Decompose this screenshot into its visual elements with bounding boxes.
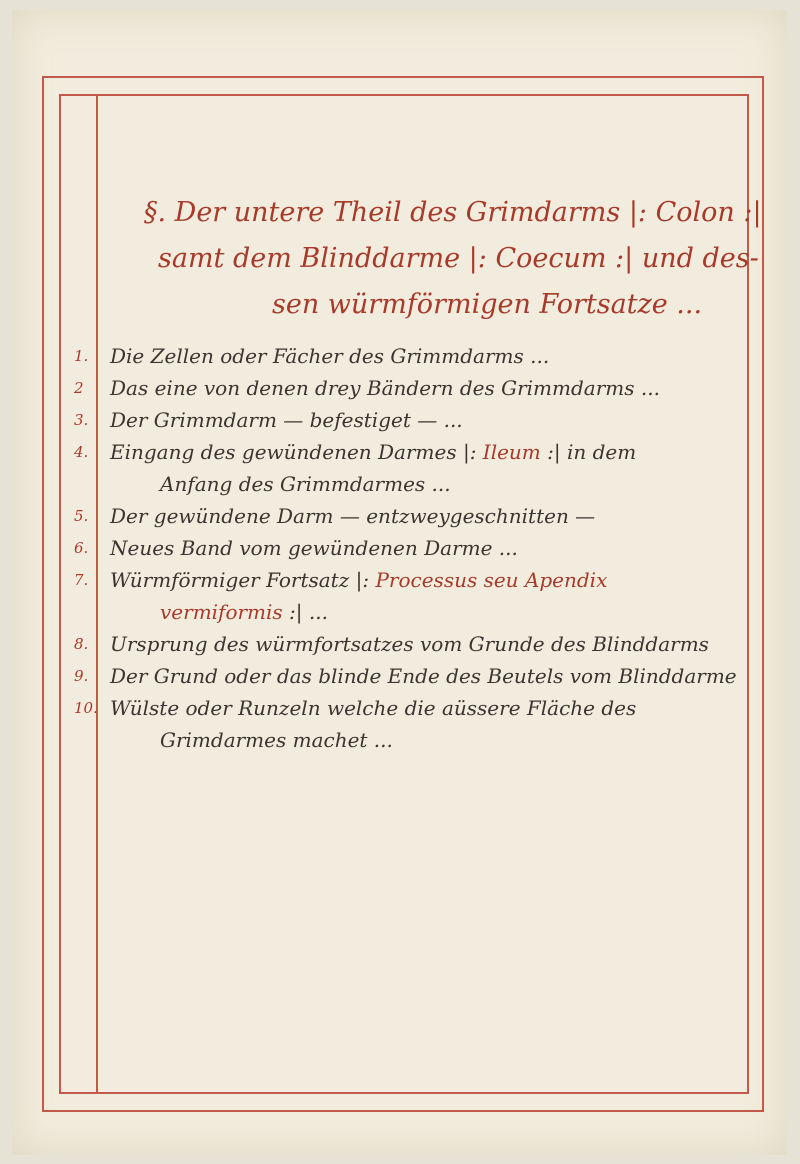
entry-text: Neues Band vom gewündenen Darme ... [110, 536, 518, 560]
entry-number: 1. [74, 347, 89, 365]
entry-number: 10. [74, 699, 98, 717]
entry-continuation: Grimdarmes machet ... [160, 728, 393, 752]
entry-text: Der gewündene Darm — entzweygeschnitten — [110, 504, 596, 528]
list-item [74, 340, 754, 372]
list-item [74, 500, 754, 532]
entry-number: 8. [74, 635, 89, 653]
list-item [74, 436, 754, 500]
list-item [74, 532, 754, 564]
entry-number: 7. [74, 571, 89, 589]
entry-number: 2 [74, 379, 84, 397]
entry-text: Die Zellen oder Fächer des Grimmdarms ... [110, 344, 550, 368]
list-item [74, 660, 754, 692]
entry-text: Ursprung des würmfortsatzes vom Grunde des Blinddarms [110, 632, 709, 656]
entry-continuation: Anfang des Grimmdarmes ... [160, 472, 451, 496]
entry-number: 5. [74, 507, 89, 525]
entry-text: Wülste oder Runzeln welche die aüssere Fläche des [110, 696, 637, 720]
entry-number: 9. [74, 667, 89, 685]
entry-list [74, 340, 754, 756]
entry-text: Der Grund oder das blinde Ende des Beutels vom Blinddarme [110, 664, 737, 688]
list-item [74, 564, 754, 628]
list-item [74, 692, 754, 756]
entry-number: 3. [74, 411, 89, 429]
list-item [74, 628, 754, 660]
entry-number: 6. [74, 539, 89, 557]
heading-line-2: samt dem Blinddarme |: Coecum :| und des- [158, 243, 759, 274]
latin-term: Ileum [482, 440, 541, 464]
entry-text: Das eine von denen drey Bändern des Grimmdarms ... [110, 376, 660, 400]
entry-continuation: vermiformis :| ... [160, 600, 328, 624]
entry-number: 4. [74, 443, 89, 461]
latin-term: Processus seu Apendix [375, 568, 608, 592]
heading-line-1: §. Der untere Theil des Grimdarms |: Colon :| [144, 197, 762, 228]
entry-text: Würmförmiger Fortsatz |: Processus seu Apendix [110, 568, 608, 592]
entry-text: Der Grimmdarm — befestiget — ... [110, 408, 463, 432]
list-item [74, 404, 754, 436]
entry-text: Eingang des gewündenen Darmes |: Ileum :| in dem [110, 440, 637, 464]
latin-term: vermiformis [160, 600, 283, 624]
heading-line-3: sen würmförmigen Fortsatze ... [272, 289, 703, 320]
section-heading [112, 190, 762, 328]
manuscript-page [12, 10, 787, 1155]
list-item [74, 372, 754, 404]
